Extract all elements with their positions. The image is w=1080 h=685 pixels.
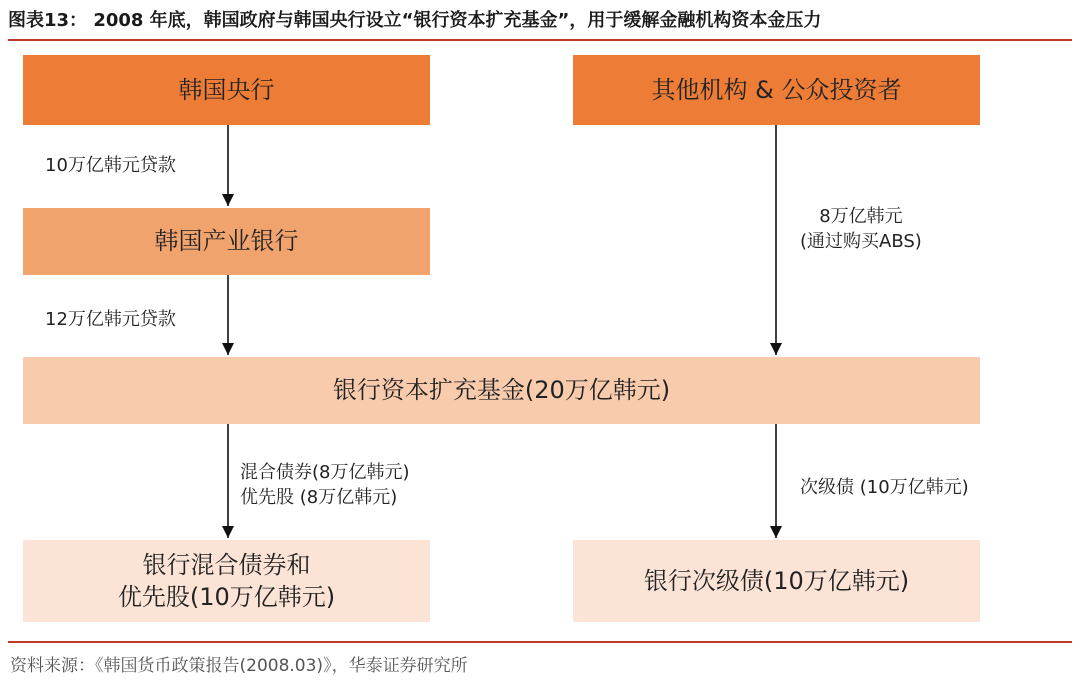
- edge-label-investors-method: (通过购买ABS): [800, 231, 922, 253]
- edge-label-kdb-loan: 12万亿韩元贷款: [45, 309, 176, 330]
- edge-label-hybrid: [240, 460, 410, 510]
- arrowhead-bok-to-kdb: [222, 194, 234, 206]
- node-subordinated-debt-label: 银行次级债(10万亿韩元): [643, 566, 910, 595]
- edge-label-bok-loan: 10万亿韩元贷款: [45, 155, 176, 176]
- arrowhead-fund-to-subordinated: [770, 526, 782, 538]
- figure-title: 图表13： 2008 年底，韩国政府与韩国央行设立“银行资本扩充基金”，用于缓解金融机构资本金压力: [8, 10, 822, 31]
- arrowhead-kdb-to-fund: [222, 343, 234, 355]
- source-note: 资料来源：《韩国货币政策报告(2008.03)》，华泰证券研究所: [10, 656, 468, 676]
- edge-label-subordinated: 次级债 (10万亿韩元): [800, 477, 969, 498]
- node-korea-development-bank-label: 韩国产业银行: [154, 227, 299, 256]
- node-hybrid-bonds-label-2: 优先股(10万亿韩元): [117, 583, 336, 611]
- node-hybrid-bonds-label-1: 银行混合债券和: [142, 550, 311, 579]
- edge-label-preferred-stock: 优先股 (8万亿韩元): [240, 487, 398, 509]
- edge-label-investors-amount: 8万亿韩元: [819, 206, 903, 227]
- node-other-investors-label: 其他机构 & 公众投资者: [651, 75, 902, 104]
- node-bank-of-korea-label: 韩国央行: [178, 75, 275, 104]
- footer-divider: [8, 641, 1072, 643]
- arrowhead-investors-to-fund: [770, 343, 782, 355]
- edge-label-hybrid-bonds: 混合债券(8万亿韩元): [240, 462, 410, 483]
- arrowhead-fund-to-hybrid: [222, 526, 234, 538]
- edge-label-investors: [800, 204, 922, 254]
- node-capital-fund-label: 银行资本扩充基金(20万亿韩元): [332, 376, 671, 405]
